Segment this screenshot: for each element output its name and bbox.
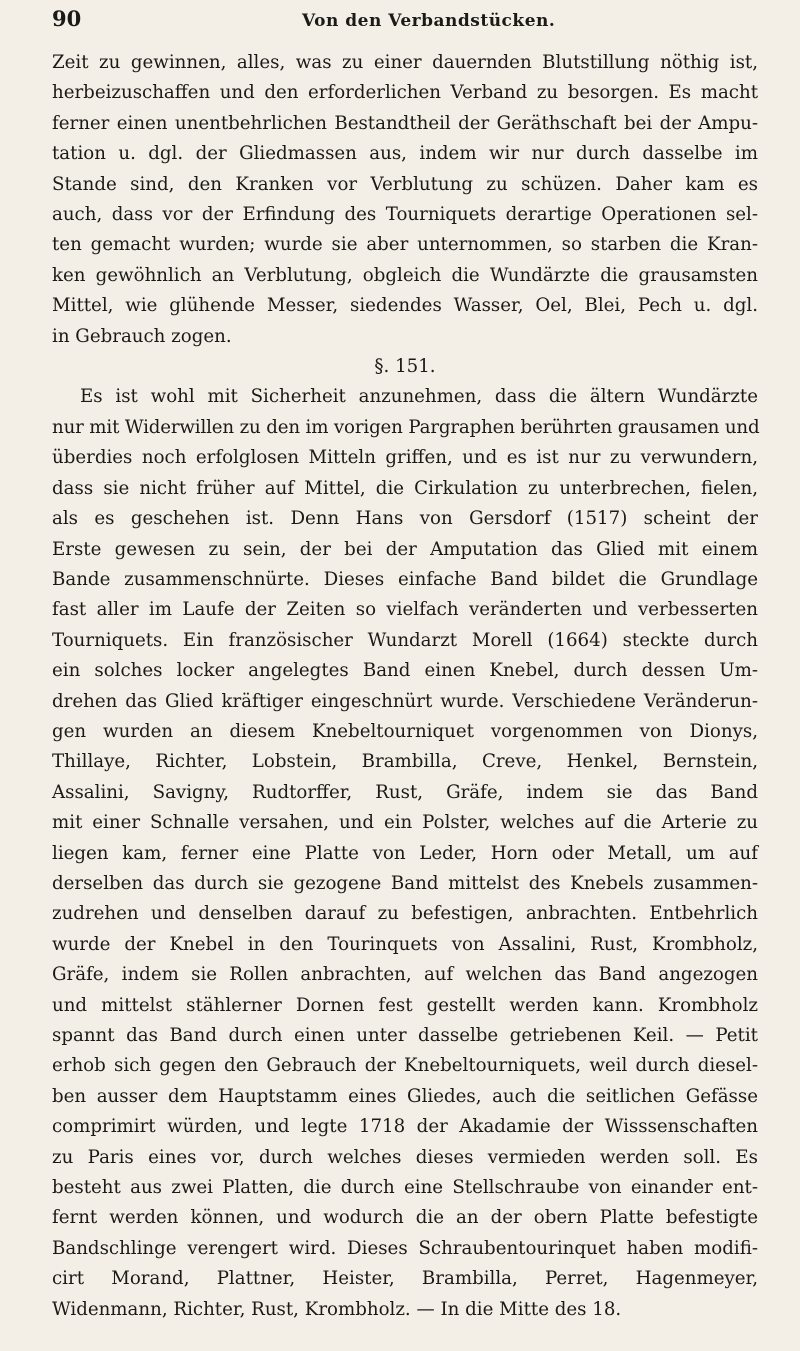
text-line: zudrehen und denselben darauf zu befestigen, anbrachten. Entbehrlich — [52, 903, 758, 925]
text-line: Assalini, Savigny, Rudtorffer, Rust, Gräfe, indem sie das Band — [52, 781, 758, 803]
text-line: Thillaye, Richter, Lobstein, Brambilla, Creve, Henkel, Bernstein, — [52, 751, 758, 773]
text-line: herbeizuschaffen und den erforderlichen Verband zu besorgen. Es macht — [52, 82, 758, 104]
paragraph-1 — [52, 48, 758, 352]
text-line: Tourniquets. Ein französischer Wundarzt Morell (1664) steckte durch — [52, 629, 758, 651]
text-line: nur mit Widerwillen zu den im vorigen Pargraphen berührten grausamen und — [52, 416, 760, 438]
text-line: mit einer Schnalle versahen, und ein Polster, welches auf die Arterie zu — [52, 812, 758, 834]
paragraph-2 — [52, 382, 758, 1325]
text-line: Bande zusammenschnürte. Dieses einfache Band bildet die Grundlage — [52, 568, 758, 590]
text-line: cirt Morand, Plattner, Heister, Brambilla, Perret, Hagenmeyer, — [52, 1268, 758, 1290]
text-line: und mittelst stählerner Dornen fest gestellt werden kann. Krombholz — [52, 994, 758, 1016]
text-line: Gräfe, indem sie Rollen anbrachten, auf welchen das Band angezogen — [52, 964, 758, 986]
text-line: gen wurden an diesem Knebeltourniquet vorgenommen von Dionys, — [52, 720, 758, 742]
text-line: Erste gewesen zu sein, der bei der Amputation das Glied mit einem — [52, 538, 758, 560]
page-number: 90 — [52, 6, 82, 31]
text-line: als es geschehen ist. Denn Hans von Gersdorf (1517) scheint der — [52, 508, 758, 530]
running-title: Von den Verbandstücken. — [302, 11, 556, 31]
text-line: fernt werden können, und wodurch die an der obern Platte befestigte — [52, 1207, 758, 1229]
text-line: in Gebrauch zogen. — [52, 325, 232, 347]
text-line: wurde der Knebel in den Tourinquets von Assalini, Rust, Krombholz, — [52, 933, 758, 955]
text-line: dass sie nicht früher auf Mittel, die Cirkulation zu unterbrechen, fielen, — [52, 477, 758, 499]
text-line: überdies noch erfolglosen Mitteln griffen, und es ist nur zu verwundern, — [52, 447, 758, 469]
text-line: ben ausser dem Hauptstamm eines Gliedes, auch die seitlichen Gefässe — [52, 1085, 758, 1107]
text-line: Widenmann, Richter, Rust, Krombholz. — In die Mitte des 18. — [52, 1298, 622, 1320]
text-line: ken gewöhnlich an Verblutung, obgleich die Wundärzte die grausamsten — [52, 264, 758, 286]
text-line: ten gemacht wurden; wurde sie aber unternommen, so starben die Kran- — [52, 234, 758, 256]
text-line: Mittel, wie glühende Messer, siedendes Wasser, Oel, Blei, Pech u. dgl. — [52, 295, 758, 317]
text-line: Bandschlinge verengert wird. Dieses Schraubentourinquet haben modifi- — [52, 1237, 758, 1259]
text-line: auch, dass vor der Erfindung des Tourniquets derartige Operationen sel- — [52, 204, 758, 226]
text-line: Zeit zu gewinnen, alles, was zu einer dauernden Blutstillung nöthig ist, — [52, 52, 758, 73]
text-line: liegen kam, ferner eine Platte von Leder, Horn oder Metall, um auf — [52, 842, 758, 864]
text-line: Es ist wohl mit Sicherheit anzunehmen, dass die ältern Wundärzte — [80, 386, 758, 408]
text-line: ferner einen unentbehrlichen Bestandtheil der Geräthschaft bei der Ampu- — [52, 112, 758, 134]
text-line: comprimirt würden, und legte 1718 der Akadamie der Wisssenschaften — [52, 1116, 758, 1138]
text-line: tation u. dgl. der Gliedmassen aus, indem wir nur durch dasselbe im — [52, 143, 758, 165]
text-line: Stande sind, den Kranken vor Verblutung zu schüzen. Daher kam es — [52, 173, 758, 195]
text-line: besteht aus zwei Platten, die durch eine Stellschraube von einander ent- — [52, 1177, 758, 1199]
text-line: zu Paris eines vor, durch welches dieses vermieden werden soll. Es — [52, 1146, 758, 1168]
text-line: fast aller im Laufe der Zeiten so vielfach veränderten und verbesserten — [52, 599, 758, 621]
text-line: spannt das Band durch einen unter dasselbe getriebenen Keil. — Petit — [52, 1025, 758, 1046]
section-heading: §. 151. — [374, 356, 436, 378]
text-line: drehen das Glied kräftiger eingeschnürt wurde. Verschiedene Veränderun- — [52, 690, 758, 712]
text-line: derselben das durch sie gezogene Band mittelst des Knebels zusammen- — [52, 872, 758, 894]
text-line: ein solches locker angelegtes Band einen Knebel, durch dessen Um- — [52, 660, 758, 682]
page-header — [52, 6, 758, 46]
text-line: erhob sich gegen den Gebrauch der Knebeltourniquets, weil durch diesel- — [52, 1055, 758, 1077]
